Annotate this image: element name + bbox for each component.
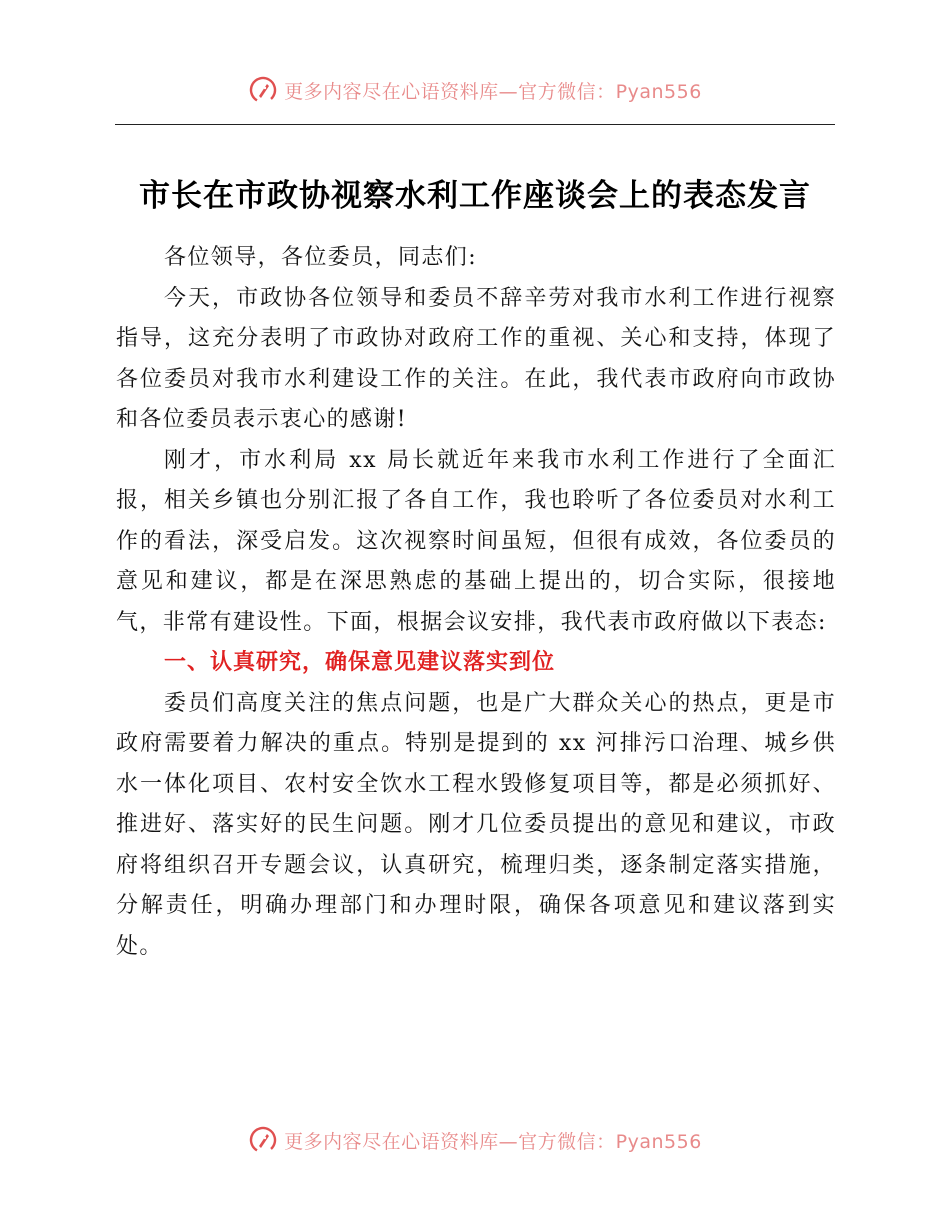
footer-banner [0, 1118, 950, 1162]
section-paragraph: 委员们高度关注的焦点问题，也是广大群众关心的热点，更是市政府需要着力解决的重点。特别是提到的 xx 河排污口治理、城乡供水一体化项目、农村安全饮水工程水毁修复项目等，都是必须抓好、推进好、落实好的民生问题。刚才几位委员提出的意见和建议，市政府将组织召开专题会议，认真研究，梳理归类，逐条制定落实措施，分解责任，明确办理部门和办理时限，确保各项意见和建议落到实处。 [116, 690, 836, 959]
pen-nib-circle-icon [248, 1125, 278, 1155]
header-divider [115, 124, 835, 125]
header-banner [0, 68, 950, 112]
section-heading: 一、认真研究，确保意见建议落实到位 [164, 650, 556, 675]
document-title: 市长在市政协视察水利工作座谈会上的表态发言 [139, 178, 811, 214]
salutation: 各位领导，各位委员，同志们: [164, 245, 478, 270]
document-body [116, 238, 836, 967]
pen-nib-circle-icon [248, 75, 278, 105]
paragraph: 今天，市政协各位领导和委员不辞辛劳对我市水利工作进行视察指导，这充分表明了市政协对政府工作的重视、关心和支持，体现了各位委员对我市水利建设工作的关注。在此，我代表市政府向市政协和各位委员表示衷心的感谢! [116, 285, 836, 432]
paragraph: 刚才，市水利局 xx 局长就近年来我市水利工作进行了全面汇报，相关乡镇也分别汇报了各自工作，我也聆听了各位委员对水利工作的看法，深受启发。这次视察时间虽短，但很有成效，各位委员的意见和建议，都是在深思熟虑的基础上提出的，切合实际，很接地气，非常有建设性。下面，根据会议安排，我代表市政府做以下表态: [116, 447, 836, 635]
header-banner-text: 更多内容尽在心语资料库—官方微信：Pyan556 [284, 80, 702, 103]
footer-banner-text: 更多内容尽在心语资料库—官方微信：Pyan556 [284, 1130, 702, 1153]
